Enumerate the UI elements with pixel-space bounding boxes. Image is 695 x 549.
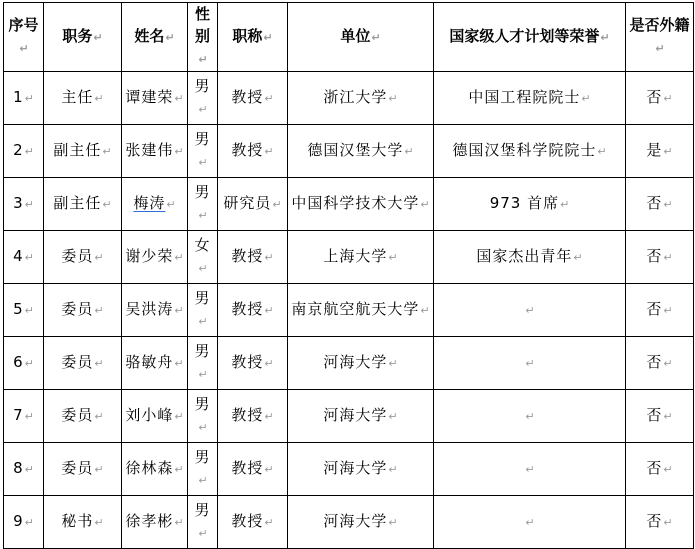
paragraph-mark: ↵ bbox=[663, 304, 673, 317]
paragraph-mark: ↵ bbox=[525, 516, 535, 529]
cell-foreign-text: 否 bbox=[646, 247, 663, 265]
cell-unit bbox=[288, 178, 434, 231]
table-body bbox=[4, 72, 694, 549]
paragraph-mark: ↵ bbox=[597, 145, 607, 158]
cell-gender-text: 男 bbox=[194, 130, 211, 148]
cell-no-text: 1 bbox=[13, 88, 24, 106]
cell-name-text: 骆敏舟 bbox=[125, 353, 174, 371]
cell-no bbox=[4, 178, 44, 231]
cell-role-text: 委员 bbox=[61, 300, 94, 318]
cell-honor bbox=[434, 284, 626, 337]
cell-foreign-text: 否 bbox=[646, 459, 663, 477]
cell-unit bbox=[288, 496, 434, 549]
paragraph-mark: ↵ bbox=[420, 304, 430, 317]
paragraph-mark: ↵ bbox=[264, 251, 274, 264]
cell-unit-text: 浙江大学 bbox=[323, 88, 388, 106]
paragraph-mark: ↵ bbox=[388, 410, 398, 423]
paragraph-mark: ↵ bbox=[663, 516, 673, 529]
table-row bbox=[4, 231, 694, 284]
cell-name bbox=[122, 125, 188, 178]
paragraph-mark: ↵ bbox=[174, 304, 184, 317]
paragraph-mark: ↵ bbox=[663, 145, 673, 158]
cell-unit bbox=[288, 125, 434, 178]
cell-gender bbox=[188, 496, 218, 549]
cell-gender bbox=[188, 178, 218, 231]
cell-title-text: 教授 bbox=[231, 406, 264, 424]
cell-unit bbox=[288, 337, 434, 390]
cell-no-text: 4 bbox=[13, 247, 24, 265]
cell-title-text: 研究员 bbox=[223, 194, 272, 212]
paragraph-mark: ↵ bbox=[174, 92, 184, 105]
paragraph-mark: ↵ bbox=[560, 198, 570, 211]
cell-name-text: 徐林森 bbox=[125, 459, 174, 477]
cell-role bbox=[44, 231, 122, 284]
cell-title bbox=[218, 231, 288, 284]
paragraph-mark: ↵ bbox=[525, 304, 535, 317]
cell-gender-text: 女 bbox=[194, 236, 211, 254]
cell-role bbox=[44, 496, 122, 549]
paragraph-mark: ↵ bbox=[581, 92, 591, 105]
cell-title-text: 教授 bbox=[231, 459, 264, 477]
paragraph-mark: ↵ bbox=[24, 357, 34, 370]
cell-no-text: 8 bbox=[13, 459, 24, 477]
cell-honor bbox=[434, 443, 626, 496]
paragraph-mark: ↵ bbox=[264, 410, 274, 423]
paragraph-mark: ↵ bbox=[264, 516, 274, 529]
table-row bbox=[4, 390, 694, 443]
paragraph-mark: ↵ bbox=[198, 156, 208, 169]
paragraph-mark: ↵ bbox=[94, 304, 104, 317]
cell-foreign bbox=[626, 443, 694, 496]
cell-gender bbox=[188, 72, 218, 125]
paragraph-mark: ↵ bbox=[24, 410, 34, 423]
cell-gender-text: 男 bbox=[194, 395, 211, 413]
paragraph-mark: ↵ bbox=[94, 516, 104, 529]
cell-role-text: 秘书 bbox=[61, 512, 94, 530]
cell-foreign bbox=[626, 178, 694, 231]
paragraph-mark: ↵ bbox=[198, 368, 208, 381]
cell-name bbox=[122, 443, 188, 496]
cell-foreign-text: 否 bbox=[646, 88, 663, 106]
cell-foreign bbox=[626, 125, 694, 178]
cell-no-text: 9 bbox=[13, 512, 24, 530]
paragraph-mark: ↵ bbox=[198, 103, 208, 116]
cell-no bbox=[4, 125, 44, 178]
cell-honor bbox=[434, 496, 626, 549]
cell-name bbox=[122, 496, 188, 549]
paragraph-mark: ↵ bbox=[24, 198, 34, 211]
cell-honor bbox=[434, 231, 626, 284]
paragraph-mark: ↵ bbox=[102, 198, 112, 211]
cell-title bbox=[218, 178, 288, 231]
cell-honor-text: 中国工程院院士 bbox=[468, 88, 581, 106]
cell-role bbox=[44, 337, 122, 390]
cell-role-text: 委员 bbox=[61, 459, 94, 477]
header-title: 职称↵ bbox=[218, 3, 288, 72]
cell-no bbox=[4, 231, 44, 284]
paragraph-mark: ↵ bbox=[24, 251, 34, 264]
paragraph-mark: ↵ bbox=[198, 474, 208, 487]
cell-role-text: 副主任 bbox=[53, 141, 102, 159]
table-row bbox=[4, 178, 694, 231]
cell-no-text: 6 bbox=[13, 353, 24, 371]
cell-gender-text: 男 bbox=[194, 448, 211, 466]
cell-no-text: 2 bbox=[13, 141, 24, 159]
cell-honor bbox=[434, 390, 626, 443]
cell-name bbox=[122, 231, 188, 284]
paragraph-mark: ↵ bbox=[94, 463, 104, 476]
cell-unit-text: 河海大学 bbox=[323, 406, 388, 424]
cell-no-text: 3 bbox=[13, 194, 24, 212]
cell-name bbox=[122, 178, 188, 231]
table-row bbox=[4, 443, 694, 496]
table-row bbox=[4, 337, 694, 390]
cell-title bbox=[218, 284, 288, 337]
paragraph-mark: ↵ bbox=[24, 516, 34, 529]
cell-unit bbox=[288, 72, 434, 125]
cell-foreign-text: 否 bbox=[646, 194, 663, 212]
cell-title-text: 教授 bbox=[231, 141, 264, 159]
cell-gender bbox=[188, 390, 218, 443]
paragraph-mark: ↵ bbox=[388, 92, 398, 105]
cell-no bbox=[4, 443, 44, 496]
cell-role bbox=[44, 443, 122, 496]
header-honor: 国家级人才计划等荣誉↵ bbox=[434, 3, 626, 72]
cell-gender bbox=[188, 284, 218, 337]
paragraph-mark: ↵ bbox=[663, 357, 673, 370]
cell-title-text: 教授 bbox=[231, 247, 264, 265]
cell-role-text: 副主任 bbox=[53, 194, 102, 212]
paragraph-mark: ↵ bbox=[264, 463, 274, 476]
cell-gender-text: 男 bbox=[194, 501, 211, 519]
cell-foreign-text: 否 bbox=[646, 406, 663, 424]
cell-honor-text: 德国汉堡科学院院士 bbox=[452, 141, 597, 159]
cell-unit bbox=[288, 231, 434, 284]
table-row bbox=[4, 125, 694, 178]
paragraph-mark: ↵ bbox=[388, 357, 398, 370]
table-row bbox=[4, 72, 694, 125]
cell-honor bbox=[434, 72, 626, 125]
cell-role bbox=[44, 125, 122, 178]
cell-honor-text: 国家杰出青年 bbox=[476, 247, 573, 265]
paragraph-mark: ↵ bbox=[198, 315, 208, 328]
paragraph-mark: ↵ bbox=[525, 410, 535, 423]
paragraph-mark: ↵ bbox=[388, 251, 398, 264]
header-unit: 单位↵ bbox=[288, 3, 434, 72]
cell-role bbox=[44, 390, 122, 443]
cell-unit-text: 德国汉堡大学 bbox=[307, 141, 404, 159]
cell-gender bbox=[188, 231, 218, 284]
paragraph-mark: ↵ bbox=[94, 357, 104, 370]
paragraph-mark: ↵ bbox=[94, 92, 104, 105]
table-row bbox=[4, 284, 694, 337]
cell-no bbox=[4, 337, 44, 390]
cell-name bbox=[122, 337, 188, 390]
cell-role bbox=[44, 178, 122, 231]
paragraph-mark: ↵ bbox=[388, 516, 398, 529]
cell-title bbox=[218, 125, 288, 178]
paragraph-mark: ↵ bbox=[663, 198, 673, 211]
cell-gender bbox=[188, 125, 218, 178]
cell-unit-text: 河海大学 bbox=[323, 459, 388, 477]
cell-role-text: 委员 bbox=[61, 406, 94, 424]
cell-foreign bbox=[626, 72, 694, 125]
paragraph-mark: ↵ bbox=[198, 209, 208, 222]
paragraph-mark: ↵ bbox=[264, 357, 274, 370]
paragraph-mark: ↵ bbox=[24, 145, 34, 158]
cell-gender bbox=[188, 443, 218, 496]
cell-unit bbox=[288, 443, 434, 496]
cell-role bbox=[44, 72, 122, 125]
paragraph-mark: ↵ bbox=[174, 357, 184, 370]
header-role: 职务↵ bbox=[44, 3, 122, 72]
cell-honor bbox=[434, 337, 626, 390]
cell-title bbox=[218, 496, 288, 549]
paragraph-mark: ↵ bbox=[174, 410, 184, 423]
cell-no bbox=[4, 496, 44, 549]
cell-name-text: 刘小峰 bbox=[125, 406, 174, 424]
cell-honor-text: 973 首席 bbox=[489, 194, 560, 212]
cell-unit bbox=[288, 284, 434, 337]
cell-title bbox=[218, 443, 288, 496]
cell-gender-text: 男 bbox=[194, 289, 211, 307]
cell-unit-text: 河海大学 bbox=[323, 353, 388, 371]
cell-title-text: 教授 bbox=[231, 300, 264, 318]
paragraph-mark: ↵ bbox=[174, 516, 184, 529]
cell-no-text: 7 bbox=[13, 406, 24, 424]
header-gender: 性别↵ bbox=[188, 3, 218, 72]
paragraph-mark: ↵ bbox=[663, 251, 673, 264]
paragraph-mark: ↵ bbox=[272, 198, 282, 211]
cell-name-text: 谢少荣 bbox=[125, 247, 174, 265]
paragraph-mark: ↵ bbox=[525, 357, 535, 370]
cell-role-text: 委员 bbox=[61, 353, 94, 371]
paragraph-mark: ↵ bbox=[94, 251, 104, 264]
cell-foreign bbox=[626, 390, 694, 443]
cell-unit-text: 上海大学 bbox=[323, 247, 388, 265]
paragraph-mark: ↵ bbox=[102, 145, 112, 158]
cell-title-text: 教授 bbox=[231, 88, 264, 106]
paragraph-mark: ↵ bbox=[525, 463, 535, 476]
header-foreign: 是否外籍↵ bbox=[626, 3, 694, 72]
cell-name-text: 谭建荣 bbox=[125, 88, 174, 106]
cell-no bbox=[4, 390, 44, 443]
cell-foreign-text: 否 bbox=[646, 300, 663, 318]
paragraph-mark: ↵ bbox=[573, 251, 583, 264]
cell-foreign-text: 否 bbox=[646, 353, 663, 371]
paragraph-mark: ↵ bbox=[198, 421, 208, 434]
cell-gender bbox=[188, 337, 218, 390]
cell-foreign bbox=[626, 231, 694, 284]
paragraph-mark: ↵ bbox=[388, 463, 398, 476]
paragraph-mark: ↵ bbox=[663, 92, 673, 105]
paragraph-mark: ↵ bbox=[24, 463, 34, 476]
cell-foreign-text: 否 bbox=[646, 512, 663, 530]
paragraph-mark: ↵ bbox=[174, 251, 184, 264]
cell-foreign bbox=[626, 284, 694, 337]
table-row bbox=[4, 496, 694, 549]
cell-name-text: 徐孝彬 bbox=[125, 512, 174, 530]
paragraph-mark: ↵ bbox=[420, 198, 430, 211]
paragraph-mark: ↵ bbox=[24, 92, 34, 105]
cell-gender-text: 男 bbox=[194, 183, 211, 201]
cell-role-text: 委员 bbox=[61, 247, 94, 265]
cell-name-text: 梅涛 bbox=[133, 194, 166, 212]
cell-unit bbox=[288, 390, 434, 443]
paragraph-mark: ↵ bbox=[264, 304, 274, 317]
cell-no-text: 5 bbox=[13, 300, 24, 318]
cell-foreign bbox=[626, 337, 694, 390]
paragraph-mark: ↵ bbox=[198, 262, 208, 275]
cell-title bbox=[218, 72, 288, 125]
cell-title bbox=[218, 337, 288, 390]
cell-name-text: 吴洪涛 bbox=[125, 300, 174, 318]
cell-gender-text: 男 bbox=[194, 342, 211, 360]
paragraph-mark: ↵ bbox=[94, 410, 104, 423]
cell-foreign bbox=[626, 496, 694, 549]
paragraph-mark: ↵ bbox=[663, 463, 673, 476]
cell-title-text: 教授 bbox=[231, 512, 264, 530]
cell-no bbox=[4, 72, 44, 125]
paragraph-mark: ↵ bbox=[663, 410, 673, 423]
cell-unit-text: 中国科学技术大学 bbox=[291, 194, 420, 212]
cell-no bbox=[4, 284, 44, 337]
cell-name bbox=[122, 390, 188, 443]
header-name: 姓名↵ bbox=[122, 3, 188, 72]
paragraph-mark: ↵ bbox=[166, 198, 176, 211]
paragraph-mark: ↵ bbox=[174, 145, 184, 158]
cell-name bbox=[122, 72, 188, 125]
cell-foreign-text: 是 bbox=[646, 141, 663, 159]
paragraph-mark: ↵ bbox=[24, 304, 34, 317]
cell-gender-text: 男 bbox=[194, 77, 211, 95]
cell-role bbox=[44, 284, 122, 337]
paragraph-mark: ↵ bbox=[264, 92, 274, 105]
paragraph-mark: ↵ bbox=[198, 527, 208, 540]
cell-honor bbox=[434, 178, 626, 231]
cell-title bbox=[218, 390, 288, 443]
cell-honor bbox=[434, 125, 626, 178]
cell-unit-text: 河海大学 bbox=[323, 512, 388, 530]
header-row bbox=[4, 3, 694, 72]
cell-name bbox=[122, 284, 188, 337]
committee-table bbox=[3, 2, 694, 549]
cell-role-text: 主任 bbox=[61, 88, 94, 106]
cell-name-text: 张建伟 bbox=[125, 141, 174, 159]
header-no: 序号↵ bbox=[4, 3, 44, 72]
paragraph-mark: ↵ bbox=[264, 145, 274, 158]
cell-title-text: 教授 bbox=[231, 353, 264, 371]
cell-unit-text: 南京航空航天大学 bbox=[291, 300, 420, 318]
paragraph-mark: ↵ bbox=[174, 463, 184, 476]
paragraph-mark: ↵ bbox=[404, 145, 414, 158]
